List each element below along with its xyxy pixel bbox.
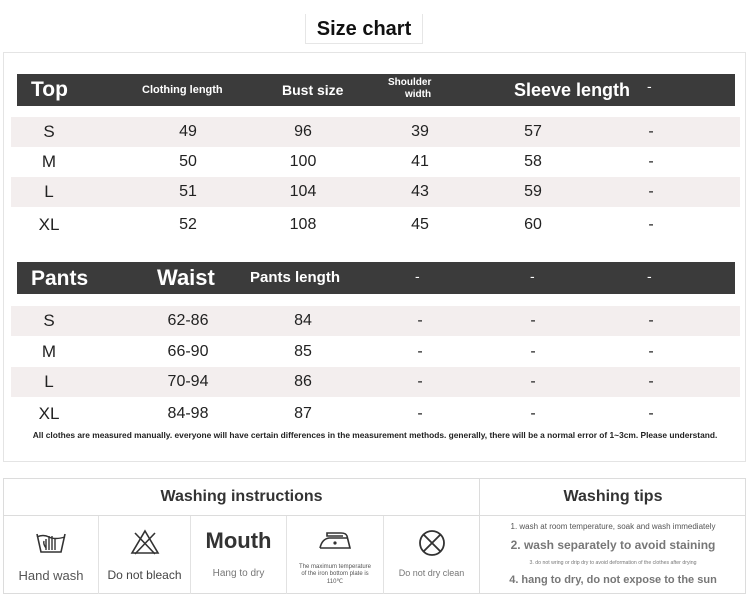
header-col4: - bbox=[415, 268, 420, 284]
value-cell: 43 bbox=[411, 183, 429, 200]
header-col5: - bbox=[530, 268, 535, 284]
table-row bbox=[11, 147, 740, 177]
value-cell: 59 bbox=[524, 183, 542, 200]
value-cell: - bbox=[648, 153, 654, 170]
care-label: Do not bleach bbox=[107, 568, 182, 582]
size-cell: S bbox=[43, 122, 55, 141]
mouth-text: Mouth bbox=[205, 528, 272, 553]
care-label: Hang to dry bbox=[212, 568, 265, 579]
care-item-no-dry-clean bbox=[384, 516, 479, 594]
header-bust-size: Bust size bbox=[282, 82, 344, 98]
care-label: Do not dry clean bbox=[398, 568, 465, 578]
no-dry-clean-icon bbox=[417, 528, 447, 558]
size-cell: M bbox=[41, 342, 57, 361]
value-cell: - bbox=[648, 373, 654, 390]
value-cell: - bbox=[648, 123, 654, 140]
size-cell: XL bbox=[38, 404, 60, 423]
value-cell: - bbox=[417, 343, 423, 360]
value-cell: 57 bbox=[524, 123, 542, 140]
value-cell: 87 bbox=[294, 405, 312, 422]
table-row bbox=[11, 117, 740, 147]
header-shoulder-width-line2: width bbox=[405, 89, 432, 100]
table-row bbox=[11, 367, 740, 397]
tip-item: 1. wash at room temperature, soak and wash immediately bbox=[510, 522, 716, 531]
care-item-iron bbox=[287, 516, 384, 594]
value-cell: 39 bbox=[411, 123, 429, 140]
table-row bbox=[11, 337, 740, 367]
hand-wash-icon bbox=[34, 528, 68, 556]
washing-tips-title: Washing tips bbox=[563, 488, 663, 505]
value-cell: - bbox=[648, 216, 654, 233]
value-cell: 100 bbox=[289, 153, 317, 170]
table-row bbox=[11, 306, 740, 336]
table-row bbox=[11, 210, 740, 240]
washing-section bbox=[3, 478, 746, 594]
value-cell: 49 bbox=[179, 123, 197, 140]
value-cell: - bbox=[417, 405, 423, 422]
washing-instructions-title: Washing instructions bbox=[160, 488, 323, 505]
value-cell: 60 bbox=[524, 216, 542, 233]
tip-item: 3. do not wring or drip dry to avoid deformation of the clothes after drying bbox=[529, 560, 697, 566]
header-waist: Waist bbox=[157, 265, 215, 290]
header-clothing-length: Clothing length bbox=[142, 84, 223, 96]
care-item-hand-wash bbox=[4, 516, 99, 594]
value-cell: - bbox=[530, 343, 536, 360]
value-cell: 84-98 bbox=[167, 405, 209, 422]
value-cell: 96 bbox=[294, 123, 312, 140]
header-extra: - bbox=[647, 78, 652, 94]
measurement-note: All clothes are measured manually. everyone will have certain differences in the measurement methods. generally, there will be a normal error of 1~3cm. Please understand. bbox=[32, 430, 718, 440]
value-cell: 45 bbox=[411, 216, 429, 233]
care-label: of the iron bottom plate is bbox=[301, 571, 369, 577]
size-cell: XL bbox=[38, 215, 60, 234]
value-cell: - bbox=[417, 373, 423, 390]
iron-icon bbox=[317, 528, 353, 554]
care-item-hang-dry bbox=[191, 516, 287, 594]
value-cell: 66-90 bbox=[167, 343, 209, 360]
value-cell: 62-86 bbox=[167, 312, 209, 329]
value-cell: - bbox=[417, 312, 423, 329]
care-label: The maximum temperature bbox=[298, 564, 372, 570]
value-cell: 104 bbox=[289, 183, 317, 200]
value-cell: - bbox=[648, 312, 654, 329]
tip-item: 2. wash separately to avoid staining bbox=[510, 538, 716, 552]
value-cell: 70-94 bbox=[167, 373, 209, 390]
header-sleeve-length: Sleeve length bbox=[514, 80, 631, 100]
top-section-label: Top bbox=[31, 78, 68, 101]
value-cell: - bbox=[648, 183, 654, 200]
table-row bbox=[11, 399, 740, 429]
value-cell: 84 bbox=[294, 312, 312, 329]
header-col6: - bbox=[647, 268, 652, 284]
tip-item: 4. hang to dry, do not expose to the sun bbox=[509, 574, 717, 586]
value-cell: 86 bbox=[294, 373, 312, 390]
value-cell: 41 bbox=[411, 153, 429, 170]
value-cell: 52 bbox=[179, 216, 197, 233]
value-cell: - bbox=[530, 405, 536, 422]
value-cell: - bbox=[530, 373, 536, 390]
pants-section-label: Pants bbox=[31, 267, 89, 290]
value-cell: 50 bbox=[179, 153, 197, 170]
care-label: 110℃ bbox=[326, 579, 344, 585]
size-cell: M bbox=[41, 152, 57, 171]
size-cell: L bbox=[44, 372, 54, 391]
value-cell: 58 bbox=[524, 153, 542, 170]
value-cell: - bbox=[530, 312, 536, 329]
care-item-no-bleach bbox=[99, 516, 191, 594]
header-shoulder-width-line1: Shoulder bbox=[388, 77, 432, 88]
washing-tips-list bbox=[480, 516, 746, 594]
header-pants-length: Pants length bbox=[250, 269, 341, 286]
page-title: Size chart bbox=[305, 14, 423, 44]
no-bleach-icon bbox=[130, 528, 160, 556]
value-cell: 108 bbox=[289, 216, 317, 233]
pants-table-header bbox=[17, 262, 735, 294]
value-cell: 85 bbox=[294, 343, 312, 360]
top-table-header bbox=[17, 74, 735, 106]
size-cell: L bbox=[44, 182, 54, 201]
value-cell: - bbox=[648, 343, 654, 360]
value-cell: - bbox=[648, 405, 654, 422]
care-label: Hand wash bbox=[18, 568, 84, 583]
size-cell: S bbox=[43, 311, 55, 330]
value-cell: 51 bbox=[179, 183, 197, 200]
table-row bbox=[11, 177, 740, 207]
